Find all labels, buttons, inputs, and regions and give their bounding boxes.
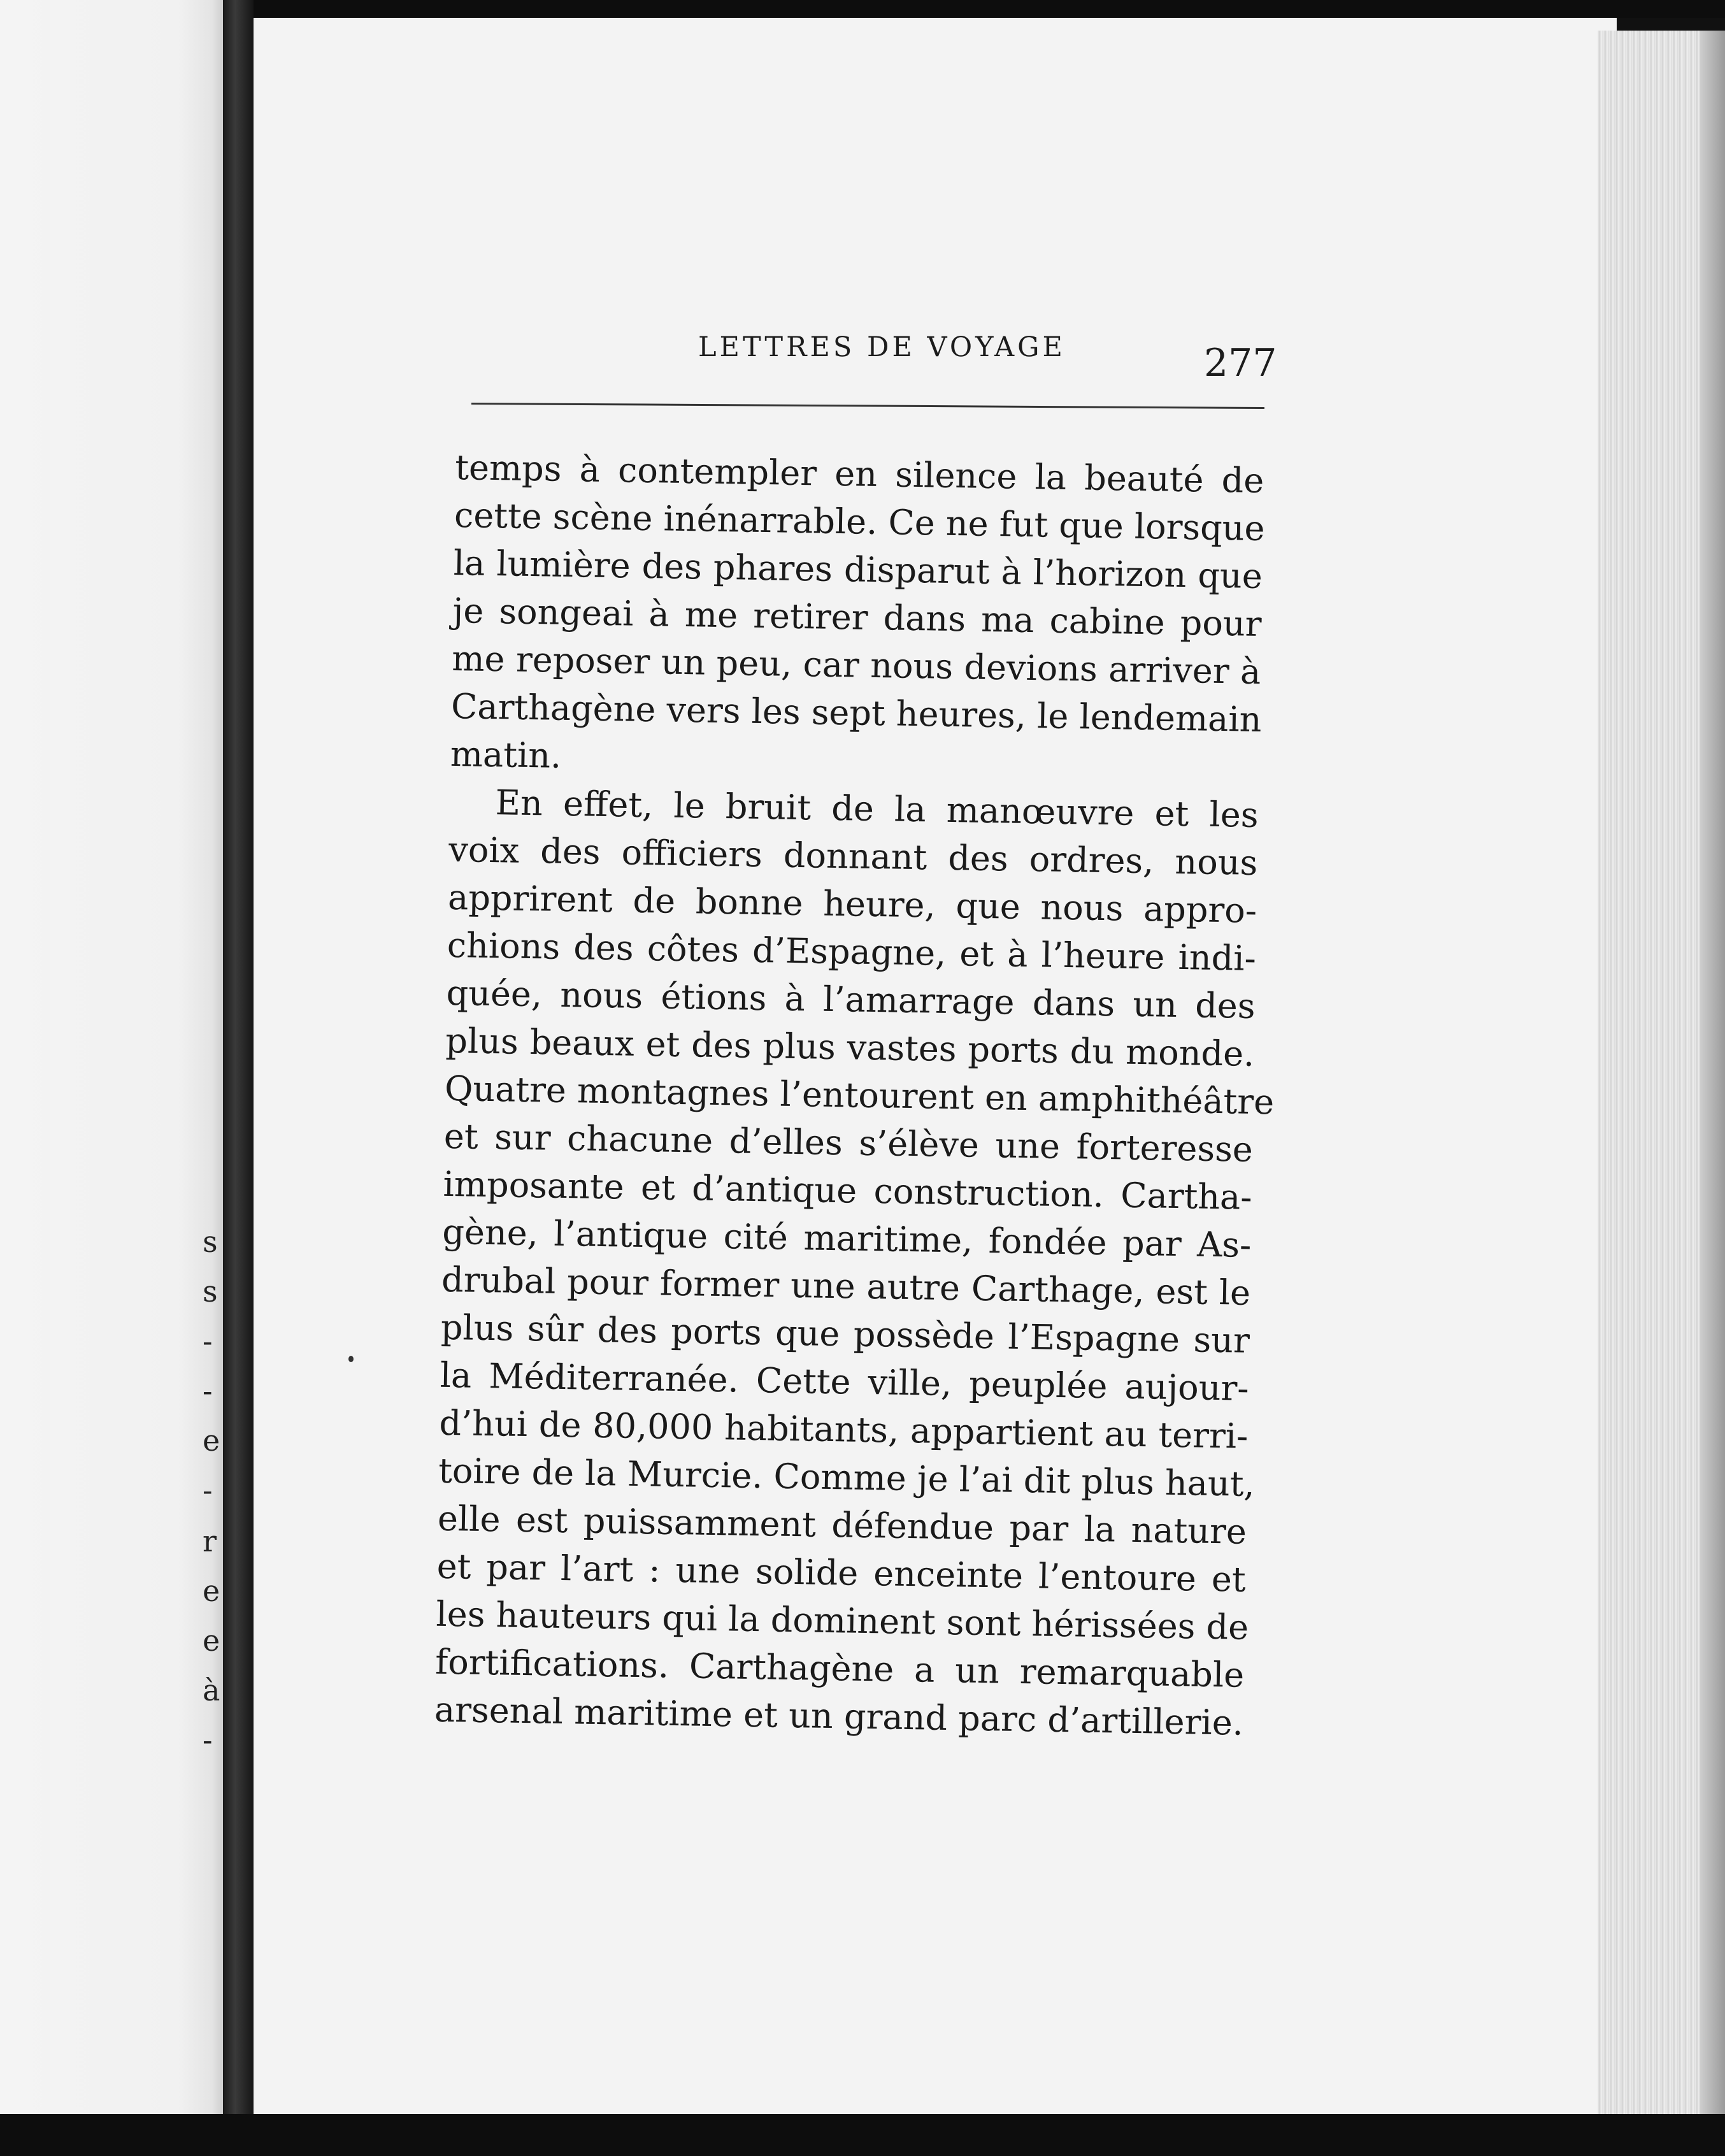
text-line: d’hui de 80,000 habitants, appartient au terri- bbox=[438, 1402, 1249, 1456]
left-page-fragment: - bbox=[203, 1324, 213, 1358]
running-head: LETTRES DE VOYAGE bbox=[698, 331, 1066, 363]
left-page-fragment: - bbox=[203, 1473, 213, 1507]
left-page-edge bbox=[0, 0, 223, 2114]
left-page-fragment: - bbox=[203, 1374, 213, 1408]
text-line: et par l’art : une solide enceinte l’entoure et bbox=[436, 1546, 1247, 1600]
book-gutter bbox=[223, 0, 254, 2114]
scan-top-border bbox=[0, 0, 1725, 18]
text-line: fortifications. Carthagène a un remarquable bbox=[434, 1641, 1245, 1695]
left-page-fragment: r bbox=[203, 1524, 217, 1558]
scan-bottom-border bbox=[0, 2114, 1725, 2156]
text-line: plus sûr des ports que possède l’Espagne sur bbox=[440, 1307, 1250, 1361]
paragraph-start-line: En effet, le bruit de la manœuvre et les bbox=[495, 782, 1259, 835]
text-line: temps à contempler en silence la beauté de bbox=[454, 447, 1264, 501]
text-line: me reposer un peu, car nous devions arriver à bbox=[451, 638, 1261, 693]
text-line: drubal pour former une autre Carthage, est le bbox=[441, 1259, 1251, 1313]
text-line: Carthagène vers les sept heures, le lendemain bbox=[450, 686, 1262, 740]
text-line: Quatre montagnes l’entourent en amphithéâtre bbox=[444, 1068, 1275, 1123]
text-line: gène, l’antique cité maritime, fondée par As- bbox=[441, 1211, 1252, 1265]
left-page-fragment: e bbox=[203, 1423, 220, 1458]
text-line: arsenal maritime et un grand parc d’artillerie. bbox=[434, 1689, 1244, 1743]
text-line: voix des officiers donnant des ordres, nous bbox=[448, 829, 1258, 883]
text-line: elle est puissamment défendue par la nature bbox=[437, 1498, 1247, 1552]
text-line: matin. bbox=[450, 733, 562, 776]
left-page-fragment: e bbox=[203, 1623, 220, 1658]
left-page-fragment: s bbox=[203, 1225, 218, 1259]
text-line: imposante et d’antique construction. Cartha- bbox=[443, 1163, 1253, 1218]
left-page-fragment: à bbox=[203, 1673, 220, 1707]
ink-speck bbox=[348, 1356, 354, 1362]
text-line: chions des côtes d’Espagne, et à l’heure indi- bbox=[447, 924, 1257, 979]
left-page-fragment: s bbox=[203, 1274, 218, 1309]
left-page-fragment: e bbox=[203, 1574, 220, 1608]
text-line: je songeai à me retirer dans ma cabine pour bbox=[452, 590, 1262, 645]
text-line: apprirent de bonne heure, que nous appro- bbox=[447, 877, 1257, 931]
text-line: toire de la Murcie. Comme je l’ai dit plus haut, bbox=[438, 1450, 1256, 1505]
page-stack-edges bbox=[1598, 31, 1725, 2114]
text-line: plus beaux et des plus vastes ports du monde. bbox=[445, 1020, 1255, 1074]
left-page-fragment: - bbox=[203, 1723, 213, 1757]
text-line: la lumière des phares disparut à l’horizon que bbox=[453, 542, 1263, 597]
text-line: cette scène inénarrable. Ce ne fut que lorsque bbox=[454, 494, 1265, 549]
text-line: quée, nous étions à l’amarrage dans un des bbox=[446, 972, 1256, 1026]
body-text bbox=[434, 443, 1275, 1747]
text-line: et sur chacune d’elles s’élève une forteresse bbox=[443, 1116, 1254, 1170]
page-number: 277 bbox=[1204, 341, 1277, 385]
text-line: la Méditerranée. Cette ville, peuplée aujour- bbox=[440, 1355, 1250, 1409]
text-line: les hauteurs qui la dominent sont hérissées de bbox=[436, 1593, 1249, 1648]
